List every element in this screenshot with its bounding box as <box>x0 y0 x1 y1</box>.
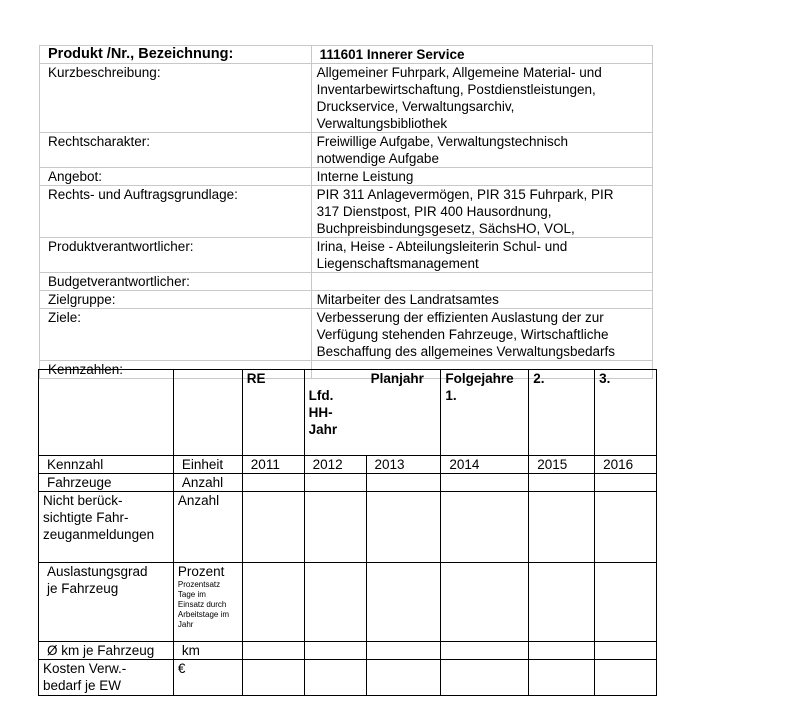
product-info-table <box>39 45 653 379</box>
header-folgejahre: Folgejahre 1. <box>441 370 529 456</box>
kpi-value-cell <box>529 474 595 492</box>
kpi-value-cell <box>529 642 595 660</box>
kpi-value-cell <box>242 642 304 660</box>
col-header-year: 2011 <box>242 456 304 474</box>
kpi-value-cell <box>366 492 441 563</box>
kpi-name: Kosten Verw.- bedarf je EW <box>39 660 174 696</box>
info-value: Freiwillige Aufgabe, Verwaltungstechnisch notwendige Aufgabe <box>311 133 652 168</box>
col-header-year: 2015 <box>529 456 595 474</box>
kpi-value-cell <box>242 474 304 492</box>
product-label: Produkt /Nr., Bezeichnung: <box>40 46 312 64</box>
kpi-value-cell <box>366 474 441 492</box>
kpi-top-header-row <box>39 370 657 456</box>
info-row-zielgruppe <box>40 291 653 309</box>
info-label: Budgetverantwortlicher: <box>40 273 312 291</box>
kpi-name: Nicht berück- sichtigte Fahr- zeuganmeldungen <box>39 492 174 563</box>
kpi-row-kosten-verwaltungsbedarf <box>39 660 657 696</box>
kpi-unit: Anzahl <box>173 492 242 563</box>
kpi-value-cell <box>242 563 304 642</box>
info-value: Allgemeiner Fuhrpark, Allgemeine Material- und Inventarbewirtschaftung, Postdienstleistungen, Druckservice, Verwaltungsarchiv, Verwaltungsbibliothek <box>311 64 652 133</box>
kpi-value-cell <box>441 474 529 492</box>
info-row-produktverantwortlicher <box>40 238 653 273</box>
info-value: Mitarbeiter des Landratsamtes <box>311 291 652 309</box>
header-folgejahr-2: 2. <box>529 370 595 456</box>
kpi-value-cell <box>595 642 657 660</box>
kpi-value-cell <box>441 642 529 660</box>
info-row-ziele <box>40 309 653 361</box>
empty-cell <box>39 370 174 456</box>
kpi-value-cell <box>529 492 595 563</box>
kpi-unit: Prozent <box>177 564 225 579</box>
col-header-year: 2013 <box>366 456 441 474</box>
col-header-year: 2016 <box>595 456 657 474</box>
kpi-value-cell <box>242 660 304 696</box>
info-row-kurzbeschreibung <box>40 64 653 133</box>
kpi-value-cell <box>304 492 366 563</box>
kpi-row-km-je-fahrzeug <box>39 642 657 660</box>
empty-cell <box>173 370 242 456</box>
kpi-value-cell <box>304 660 366 696</box>
col-header-einheit: Einheit <box>173 456 242 474</box>
kpi-value-cell <box>529 660 595 696</box>
header-lfd-hh-jahr <box>304 370 441 456</box>
kpi-value-cell <box>441 563 529 642</box>
kpi-unit: € <box>173 660 242 696</box>
kpi-row-fahrzeuge <box>39 474 657 492</box>
header-folgejahr-3: 3. <box>595 370 657 456</box>
kpi-column-header-row <box>39 456 657 474</box>
col-header-year: 2014 <box>441 456 529 474</box>
header-lfd-hh-jahr-label: Lfd. HH- Jahr <box>308 388 338 437</box>
product-header-row <box>40 46 653 64</box>
info-label: Angebot: <box>40 168 312 186</box>
kpi-value-cell <box>595 492 657 563</box>
info-row-budgetverantwortlicher <box>40 273 653 291</box>
info-row-rechtsgrundlage <box>40 186 653 238</box>
kpi-value-cell <box>304 563 366 642</box>
kpi-unit: Anzahl <box>173 474 242 492</box>
kpi-value-cell <box>529 563 595 642</box>
kpi-value-cell <box>366 563 441 642</box>
kpi-value-cell <box>366 642 441 660</box>
kpi-name: Ø km je Fahrzeug <box>39 642 174 660</box>
kpi-value-cell <box>304 474 366 492</box>
kpi-unit: km <box>173 642 242 660</box>
kpi-value-cell <box>366 660 441 696</box>
kpi-name: Auslastungsgrad je Fahrzeug <box>39 563 174 642</box>
kpi-unit-note: Prozentsatz Tage im Einsatz durch Arbeitstage im Jahr <box>177 580 230 629</box>
product-value: 111601 Innerer Service <box>311 46 652 64</box>
kpi-value-cell <box>304 642 366 660</box>
info-value: Irina, Heise - Abteilungsleiterin Schul- und Liegenschaftsmanagement <box>311 238 652 273</box>
info-value <box>311 273 652 291</box>
info-label: Rechts- und Auftragsgrundlage: <box>40 186 312 238</box>
info-label: Rechtscharakter: <box>40 133 312 168</box>
info-value: Interne Leistung <box>311 168 652 186</box>
info-row-rechtscharakter <box>40 133 653 168</box>
kpi-name: Fahrzeuge <box>39 474 174 492</box>
kpi-unit-cell <box>173 563 242 642</box>
info-value: PIR 311 Anlagevermögen, PIR 315 Fuhrpark, PIR 317 Dienstpost, PIR 400 Hausordnung, Buchpreisbindungsgesetz, SächsHO, VOL, <box>311 186 652 238</box>
kpi-value-cell <box>595 660 657 696</box>
info-row-angebot <box>40 168 653 186</box>
info-label: Ziele: <box>40 309 312 361</box>
kpi-value-cell <box>242 492 304 563</box>
kpi-value-cell <box>441 492 529 563</box>
info-label: Kennzahlen: <box>40 361 312 379</box>
kpi-table <box>38 369 657 696</box>
col-header-kennzahl: Kennzahl <box>39 456 174 474</box>
kpi-row-nicht-beruecksichtigte <box>39 492 657 563</box>
kpi-value-cell <box>595 563 657 642</box>
kpi-value-cell <box>595 474 657 492</box>
info-label: Kurzbeschreibung: <box>40 64 312 133</box>
col-header-year: 2012 <box>304 456 366 474</box>
header-re: RE <box>242 370 304 456</box>
info-label: Produktverantwortlicher: <box>40 238 312 273</box>
info-label: Zielgruppe: <box>40 291 312 309</box>
header-planjahr: Planjahr <box>370 371 424 386</box>
info-value: Verbesserung der effizienten Auslastung der zur Verfügung stehenden Fahrzeuge, Wirtschaftliche Beschaffung des allgemeines Verwaltungsbedarfs <box>311 309 652 361</box>
kpi-row-auslastungsgrad <box>39 563 657 642</box>
kpi-value-cell <box>441 660 529 696</box>
